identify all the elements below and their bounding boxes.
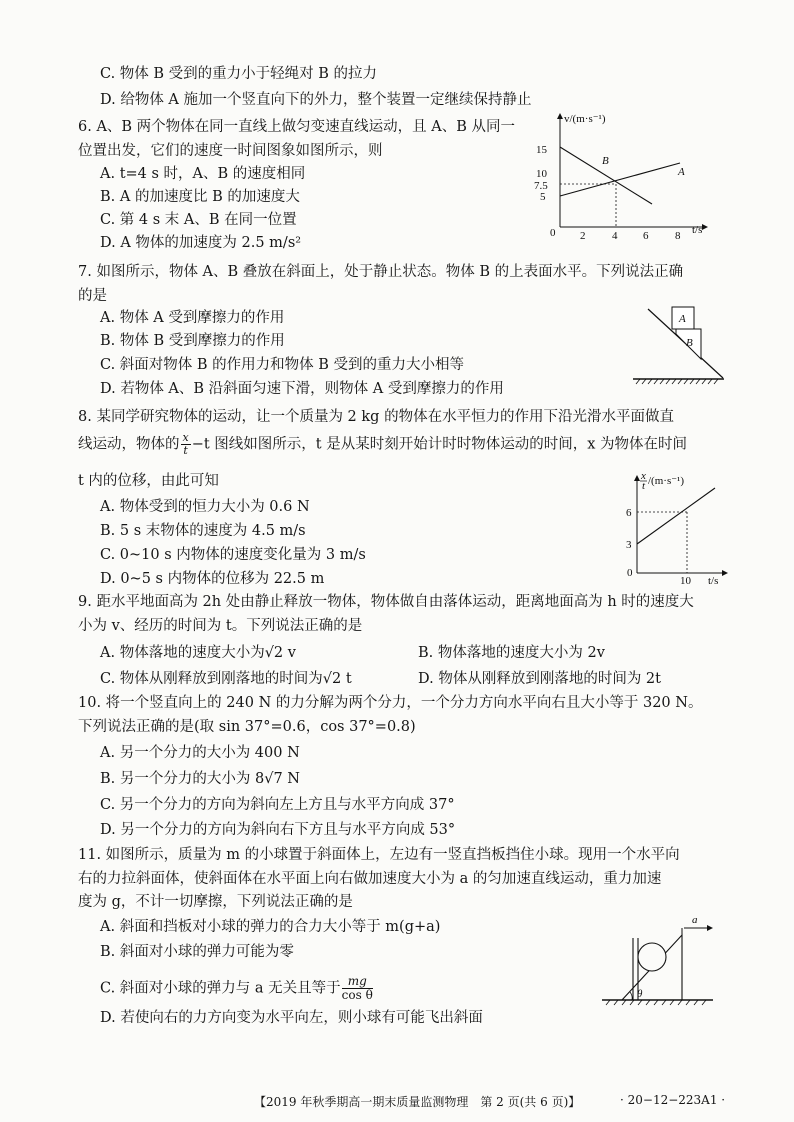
q11-incline-ball-figure (600, 910, 715, 1010)
origin-label: 0 (627, 567, 633, 579)
q7-stem-line1: 7. 如图所示，物体 A、B 叠放在斜面上，处于静止状态。物体 B 的上表面水平。下列说法正确 (78, 264, 684, 280)
q11-option-a: A. 斜面和挡板对小球的弹力的合力大小等于 m(g+a) (100, 919, 441, 935)
q8-fraction-num: x (182, 431, 189, 444)
q11-fraction (342, 975, 373, 1002)
x-tick-8: 8 (675, 230, 681, 240)
q10-option-a: A. 另一个分力的大小为 400 N (100, 745, 300, 761)
q9-option-d: D. 物体从刚释放到刚落地的时间为 2t (418, 671, 661, 687)
y-tick-3: 3 (626, 539, 632, 551)
q9-option-b: B. 物体落地的速度大小为 2v (418, 645, 605, 661)
q7-incline-figure (628, 304, 728, 394)
y-label-num: x (641, 470, 646, 482)
graph-line (637, 488, 715, 544)
x-axis-label: t/s (692, 224, 703, 236)
q8-stem-line2 (78, 432, 687, 457)
accel-label: a (692, 914, 698, 926)
q6-stem-line2: 位置出发，它们的速度一时间图象如图所示，则 (78, 143, 383, 159)
q8-stem-line2-a: 线运动，物体的 (78, 436, 180, 453)
q5-option-c: C. 物体 B 受到的重力小于轻绳对 B 的拉力 (100, 66, 378, 82)
x-tick-4: 4 (612, 230, 618, 240)
q9-stem-line1: 9. 距水平地面高为 2h 处由静止释放一物体，物体做自由落体运动，距离地面高为 h 时的速度大 (78, 594, 694, 610)
q8-option-c: C. 0~10 s 内物体的速度变化量为 3 m/s (100, 547, 366, 563)
ball (638, 943, 666, 971)
q11-option-c-text: C. 斜面对小球的弹力与 a 无关且等于 (100, 980, 341, 997)
block-a-label: A (679, 313, 686, 325)
q7-stem-line2: 的是 (78, 288, 107, 304)
q9-stem-line2: 小为 v、经历的时间为 t。下列说法正确的是 (78, 618, 363, 634)
q11-stem-line1: 11. 如图所示，质量为 m 的小球置于斜面体上，左边有一竖直挡板挡住小球。现用一个水平向 (78, 847, 680, 863)
q8-xt-graph (615, 470, 730, 588)
q6-vt-graph (530, 112, 710, 240)
q10-option-b: B. 另一个分力的大小为 8√7 N (100, 771, 300, 787)
q8-stem-line3: t 内的位移，由此可知 (78, 473, 219, 489)
q10-stem-line1: 10. 将一个竖直向上的 240 N 的力分解为两个分力，一个分力方向水平向右且大小等于 320 N。 (78, 695, 703, 711)
y-tick-5: 5 (540, 191, 546, 203)
q11-option-c (100, 975, 374, 1002)
x-axis-label: t/s (708, 575, 719, 587)
q8-stem-line2-b: −t 图线如图所示，t 是从某时刻开始计时时物体运动的时间，x 为物体在时间 (191, 436, 688, 453)
page-code: · 20−12−223A1 · (620, 1093, 726, 1107)
q6-option-d: D. A 物体的加速度为 2.5 m/s² (100, 235, 302, 251)
y-label-den: t (642, 480, 646, 492)
line-a (560, 163, 680, 196)
q11-fraction-num: mg (342, 975, 373, 989)
y-axis-label: v/(m·s⁻¹) (564, 113, 606, 125)
q7-option-a: A. 物体 A 受到摩擦力的作用 (100, 310, 285, 326)
q5-option-d: D. 给物体 A 施加一个竖直向下的外力，整个装置一定继续保持静止 (100, 92, 532, 108)
x-tick-2: 2 (580, 230, 586, 240)
q8-option-a: A. 物体受到的恒力大小为 0.6 N (100, 499, 310, 515)
q7-option-c: C. 斜面对物体 B 的作用力和物体 B 受到的重力大小相等 (100, 357, 465, 373)
line-a-label: A (678, 166, 685, 178)
q11-option-d: D. 若使向右的力方向变为水平向左，则小球有可能飞出斜面 (100, 1010, 483, 1026)
angle-arc (630, 992, 632, 1000)
q6-stem-line1: 6. A、B 两个物体在同一直线上做匀变速直线运动，且 A、B 从同一 (78, 119, 516, 135)
q8-fraction-den: t (183, 444, 188, 457)
y-tick-6: 6 (626, 507, 632, 519)
q10-stem-line2: 下列说法正确的是(取 sin 37°=0.6，cos 37°=0.8) (78, 719, 416, 735)
q8-fraction (181, 432, 191, 457)
q11-option-b: B. 斜面对小球的弹力可能为零 (100, 944, 294, 960)
line-b-label: B (602, 155, 609, 167)
x-tick-6: 6 (643, 230, 649, 240)
block-b-label: B (686, 337, 693, 349)
q8-stem-line1: 8. 某同学研究物体的运动，让一个质量为 2 kg 的物体在水平恒力的作用下沿光滑水平面做直 (78, 409, 675, 425)
q6-option-c: C. 第 4 s 末 A、B 在同一位置 (100, 212, 297, 228)
q6-option-b: B. A 的加速度比 B 的加速度大 (100, 189, 300, 205)
q7-option-b: B. 物体 B 受到摩擦力的作用 (100, 333, 285, 349)
origin-label: 0 (550, 227, 556, 239)
y-tick-10: 10 (536, 168, 547, 180)
q10-option-d: D. 另一个分力的方向为斜向右下方且与水平方向成 53° (100, 822, 456, 838)
q11-stem-line3: 度为 g，不计一切摩擦，下列说法正确的是 (78, 894, 353, 910)
q10-option-c: C. 另一个分力的方向为斜向左上方且与水平方向成 37° (100, 797, 455, 813)
q8-option-b: B. 5 s 末物体的速度为 4.5 m/s (100, 523, 306, 539)
q8-option-d: D. 0~5 s 内物体的位移为 22.5 m (100, 571, 325, 587)
q9-option-c: C. 物体从刚释放到刚落地的时间为√2 t (100, 671, 352, 687)
y-tick-7.5: 7.5 (534, 180, 548, 192)
page-footer: 【2019 年秋季期高一期末质量监测物理 第 2 页(共 6 页)】 (254, 1095, 581, 1109)
q9-option-a: A. 物体落地的速度大小为√2 v (100, 645, 296, 661)
y-label-unit: /(m·s⁻¹) (648, 475, 684, 487)
q11-stem-line2: 右的力拉斜面体，使斜面体在水平面上向右做加速度大小为 a 的匀加速直线运动，重力加速 (78, 871, 662, 887)
q6-option-a: A. t=4 s 时，A、B 的速度相同 (100, 166, 306, 182)
q11-fraction-den: cos θ (341, 988, 373, 1002)
q7-option-d: D. 若物体 A、B 沿斜面匀速下滑，则物体 A 受到摩擦力的作用 (100, 381, 504, 397)
angle-label: θ (637, 988, 643, 1000)
y-tick-15: 15 (536, 144, 547, 156)
x-tick-10: 10 (680, 575, 691, 587)
